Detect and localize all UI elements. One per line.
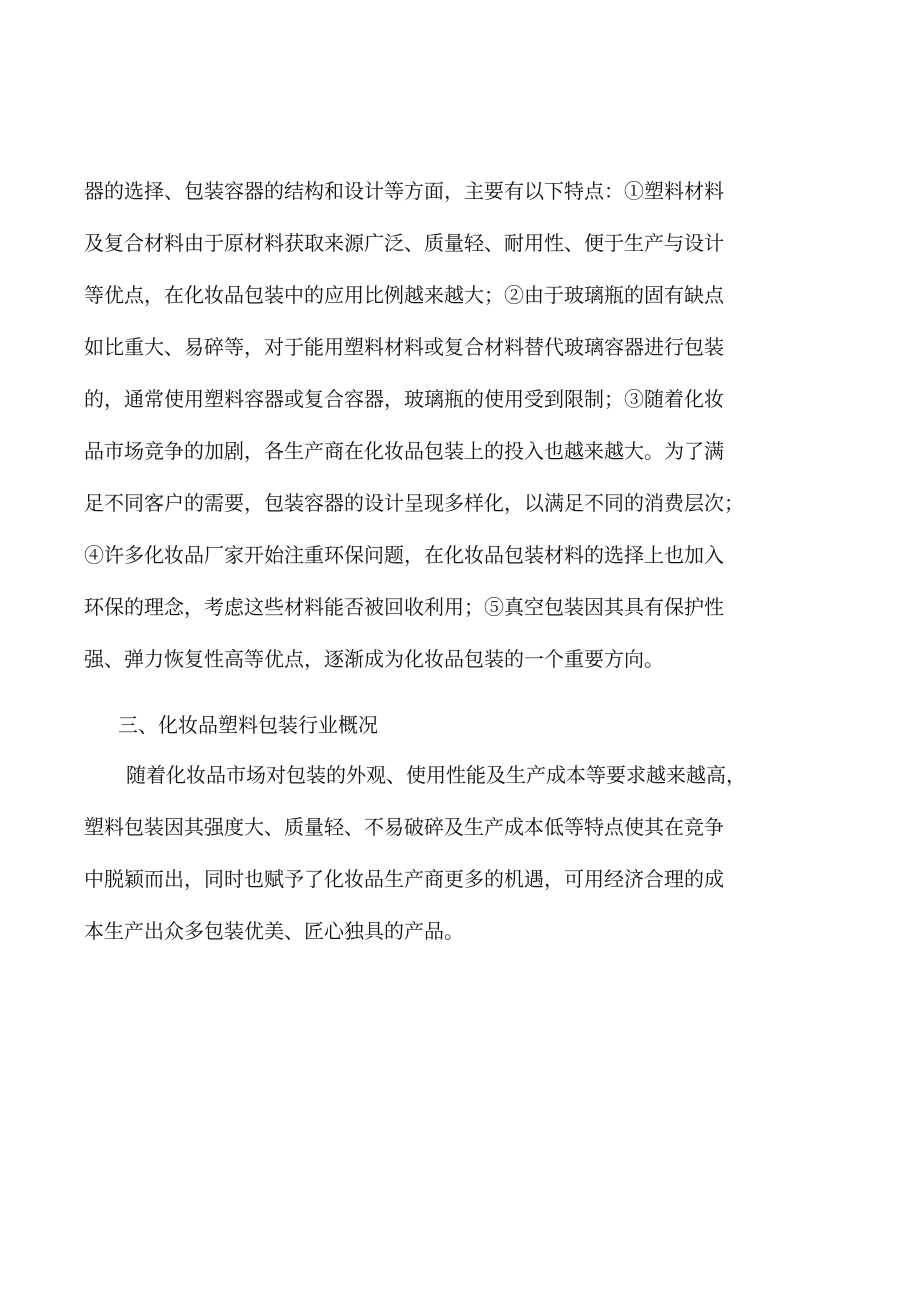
paragraph-line: 如比重大、易碎等，对于能用塑料材料或复合材料替代玻璃容器进行包装 (84, 335, 724, 359)
paragraph-line: 塑料包装因其强度大、质量轻、不易破碎及生产成本低等特点使其在竞争 (84, 815, 724, 839)
paragraph-line: 强、弹力恢复性高等优点，逐渐成为化妆品包装的一个重要方向。 (84, 647, 664, 671)
paragraph-line: 本生产出众多包装优美、匠心独具的产品。 (84, 919, 464, 943)
paragraph-line: 随着化妆品市场对包装的外观、使用性能及生产成本等要求越来越高， (126, 763, 746, 787)
paragraph-line: 品市场竞争的加剧，各生产商在化妆品包装上的投入也越来越大。为了满 (84, 439, 724, 463)
section-heading: 三、化妆品塑料包装行业概况 (118, 713, 378, 737)
paragraph-line: 及复合材料由于原材料获取来源广泛、质量轻、耐用性、便于生产与设计 (84, 231, 724, 255)
paragraph-line: 器的选择、包装容器的结构和设计等方面，主要有以下特点：①塑料材料 (84, 179, 724, 203)
paragraph-line: ④许多化妆品厂家开始注重环保问题，在化妆品包装材料的选择上也加入 (84, 543, 724, 567)
paragraph-line: 环保的理念，考虑这些材料能否被回收利用；⑤真空包装因其具有保护性 (84, 595, 724, 619)
paragraph-line: 足不同客户的需要，包装容器的设计呈现多样化，以满足不同的消费层次； (84, 491, 744, 515)
paragraph-line: 中脱颖而出，同时也赋予了化妆品生产商更多的机遇，可用经济合理的成 (84, 867, 724, 891)
paragraph-line: 的，通常使用塑料容器或复合容器，玻璃瓶的使用受到限制；③随着化妆 (84, 387, 724, 411)
paragraph-line: 等优点，在化妆品包装中的应用比例越来越大；②由于玻璃瓶的固有缺点 (84, 283, 724, 307)
